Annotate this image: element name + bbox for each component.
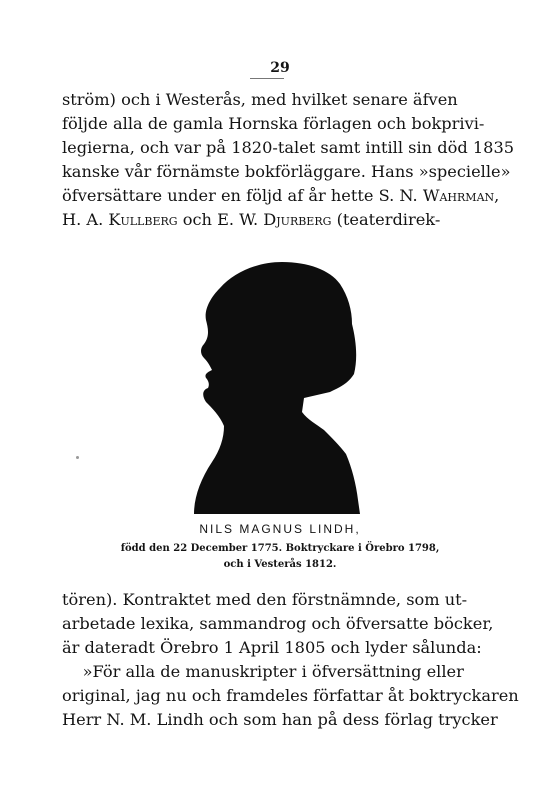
text-line: »För alla de manuskripter i öfversättning eller: [62, 662, 464, 681]
text-line: legierna, och var på 1820-talet samt intill sin död 1835: [62, 138, 515, 157]
bottom-paragraph: [62, 588, 519, 732]
text-line: följde alla de gamla Hornska förlagen och bokprivi-: [62, 114, 485, 133]
paper-speck: [76, 456, 79, 459]
person-name: Wahrman,: [422, 186, 500, 205]
text-line-part: öfversättare under en följd af år hette S. N.: [62, 186, 423, 205]
page-number: 29: [270, 60, 290, 76]
text-line: är dateradt Örebro 1 April 1805 och lyder sålunda:: [62, 638, 482, 657]
portrait-caption-line: född den 22 December 1775. Boktryckare i Örebro 1798,: [120, 543, 440, 554]
portrait-caption-name: NILS MAGNUS LINDH,: [199, 522, 361, 536]
text-line: [62, 208, 464, 232]
portrait-caption-line: och i Vesterås 1812.: [223, 559, 337, 570]
text-line-part: och: [177, 210, 218, 229]
portrait-silhouette: [190, 262, 365, 514]
text-line: kanske vår förnämste bokförläggare. Hans »specielle»: [62, 162, 511, 181]
text-line-part: (teaterdirek-: [331, 210, 441, 229]
text-line: Herr N. M. Lindh och som han på dess förlag trycker: [62, 710, 498, 729]
text-line: tören). Kontraktet med den förstnämnde, som ut-: [62, 590, 468, 609]
person-name: H. A. Kullberg: [62, 210, 178, 229]
top-paragraph: [62, 88, 515, 232]
text-line: original, jag nu och framdeles författar åt boktryckaren: [62, 686, 519, 705]
text-line: [62, 184, 500, 208]
text-line: arbetade lexika, sammandrog och öfversatte böcker,: [62, 614, 494, 633]
text-line: ström) och i Westerås, med hvilket senare äfven: [62, 90, 458, 109]
person-name: E. W. Djurberg: [217, 210, 332, 229]
page-number-rule: [250, 78, 284, 79]
